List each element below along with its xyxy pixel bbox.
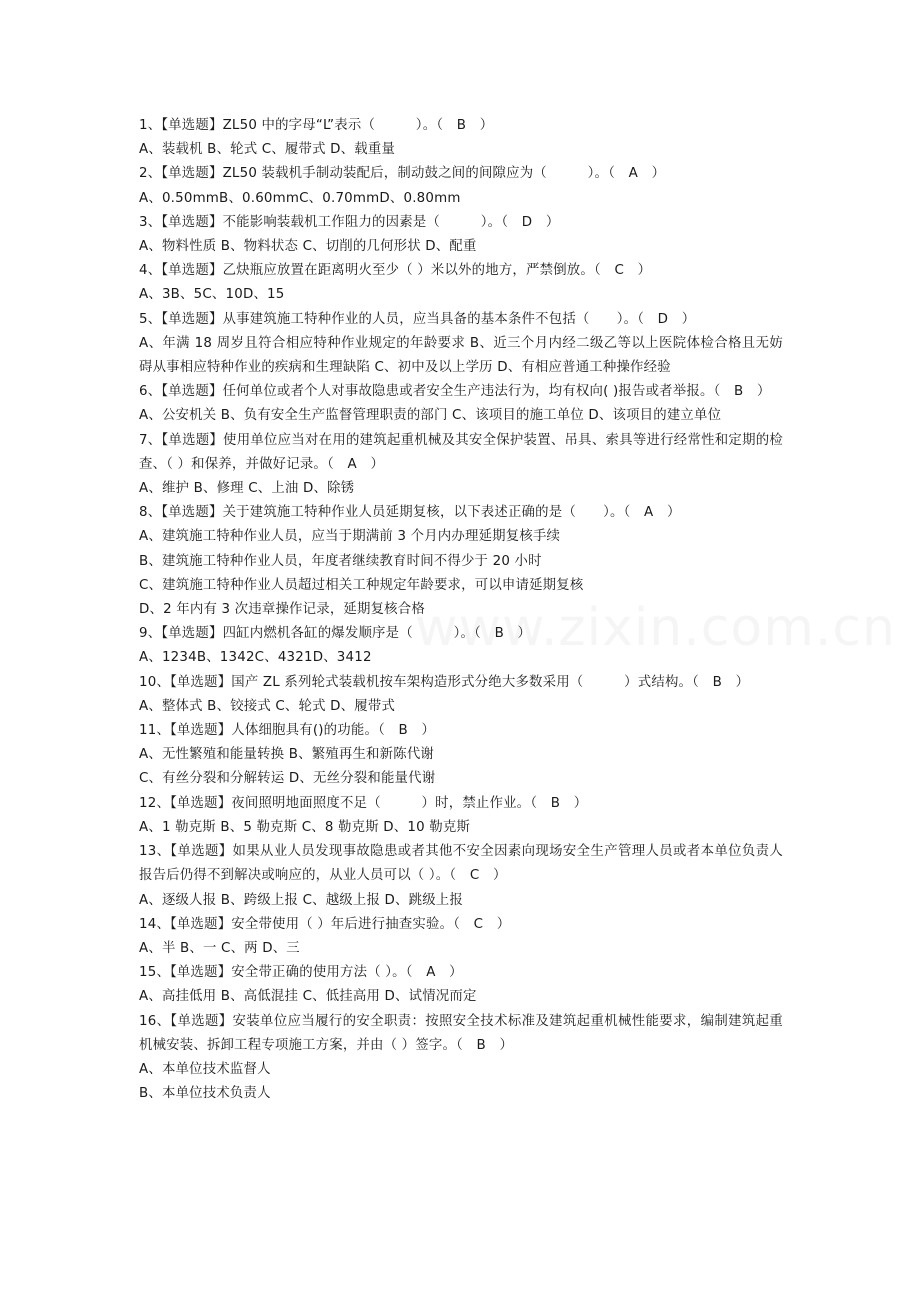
question-5: 5、【单选题】从事建筑施工特种作业的人员，应当具备的基本条件不包括（ ）。（ D ） <box>139 311 696 327</box>
question-15: 15、【单选题】安全带正确的使用方法（ ）。（ A ） <box>139 965 463 981</box>
options-2: A、0.50mmB、0.60mmC、0.70mmD、0.80mm <box>139 190 461 206</box>
question-9: 9、【单选题】四缸内燃机各缸的爆发顺序是（ ）。（ B ） <box>139 626 532 642</box>
options-3: A、物料性质 B、物料状态 C、切削的几何形状 D、配重 <box>139 239 477 255</box>
options-4: A、3B、5C、10D、15 <box>139 287 285 303</box>
watermark: www.zixin.com.cn <box>415 598 896 658</box>
option-8a: A、建筑施工特种作业人员，应当于期满前 3 个月内办理延期复核手续 <box>139 529 561 545</box>
question-10: 10、【单选题】国产 ZL 系列轮式装载机按车架构造形式分绝大多数采用（ ）式结构。（ B ） <box>139 674 750 690</box>
options-7: A、维护 B、修理 C、上油 D、除锈 <box>139 481 355 497</box>
option-8d: D、2 年内有 3 次违章操作记录，延期复核合格 <box>139 602 425 618</box>
question-11: 11、【单选题】人体细胞具有()的功能。（ B ） <box>139 723 436 739</box>
question-7: 7、【单选题】使用单位应当对在用的建筑起重机械及其安全保护装置、吊具、索具等进行经常性和定期的检查、（ ）和保养，并做好记录。（ A ） <box>139 432 783 472</box>
option-16b: B、本单位技术负责人 <box>139 1086 271 1102</box>
options-10: A、整体式 B、铰接式 C、轮式 D、履带式 <box>139 698 396 714</box>
question-4: 4、【单选题】乙炔瓶应放置在距离明火至少（ ）米以外的地方，严禁倒放。（ C ） <box>139 263 652 279</box>
question-16: 16、【单选题】安装单位应当履行的安全职责：按照安全技术标准及建筑起重机械性能要求，编制建筑起重机械安装、拆卸工程专项施工方案，并由（ ）签字。（ B ） <box>139 1013 783 1053</box>
options-9: A、1234B、1342C、4321D、3412 <box>139 650 372 666</box>
question-1: 1、【单选题】ZL50 中的字母“L”表示（ ）。（ B ） <box>139 118 494 133</box>
options-6: A、公安机关 B、负有安全生产监督管理职责的部门 C、该项目的施工单位 D、该项目的建立单位 <box>139 408 722 424</box>
question-6: 6、【单选题】任何单位或者个人对事故隐患或者安全生产违法行为，均有权向( )报告或者举报。（ B ） <box>139 384 771 400</box>
options-1: A、装载机 B、轮式 C、履带式 D、载重量 <box>139 142 396 158</box>
option-8b: B、建筑施工特种作业人员，年度者继续教育时间不得少于 20 小时 <box>139 553 542 569</box>
question-3: 3、【单选题】不能影响装载机工作阻力的因素是（ ）。（ D ） <box>139 214 560 230</box>
options-11-cd: C、有丝分裂和分解转运 D、无丝分裂和能量代谢 <box>139 771 436 787</box>
options-12: A、1 勒克斯 B、5 勒克斯 C、8 勒克斯 D、10 勒克斯 <box>139 819 471 835</box>
options-11-ab: A、无性繁殖和能量转换 B、繁殖再生和新陈代谢 <box>139 747 435 763</box>
question-14: 14、【单选题】安全带使用（ ）年后进行抽查实验。（ C ） <box>139 916 511 932</box>
options-15: A、高挂低用 B、高低混挂 C、低挂高用 D、试情况而定 <box>139 989 477 1005</box>
options-14: A、半 B、一 C、两 D、三 <box>139 940 300 956</box>
question-13: 13、【单选题】如果从业人员发现事故隐患或者其他不安全因素向现场安全生产管理人员或者本单位负责人报告后仍得不到解决或响应的，从业人员可以（ ）。（ C ） <box>139 844 783 884</box>
question-2: 2、【单选题】ZL50 装载机手制动装配后，制动鼓之间的间隙应为（ ）。（ A ） <box>139 166 666 182</box>
question-12: 12、【单选题】夜间照明地面照度不足（ ）时，禁止作业。（ B ） <box>139 795 588 811</box>
question-8: 8、【单选题】关于建筑施工特种作业人员延期复核，以下表述正确的是（ ）。（ A ） <box>139 505 681 521</box>
option-16a: A、本单位技术监督人 <box>139 1061 271 1077</box>
question-document <box>139 114 783 1106</box>
option-8c: C、建筑施工特种作业人员超过相关工种规定年龄要求，可以申请延期复核 <box>139 577 584 593</box>
options-13: A、逐级人报 B、跨级上报 C、越级上报 D、跳级上报 <box>139 892 463 908</box>
options-5: A、年满 18 周岁且符合相应特种作业规定的年龄要求 B、近三个月内经二级乙等以上医院体检合格且无妨碍从事相应特种作业的疾病和生理缺陷 C、初中及以上学历 D、有相应普通工种操作经验 <box>139 335 783 376</box>
